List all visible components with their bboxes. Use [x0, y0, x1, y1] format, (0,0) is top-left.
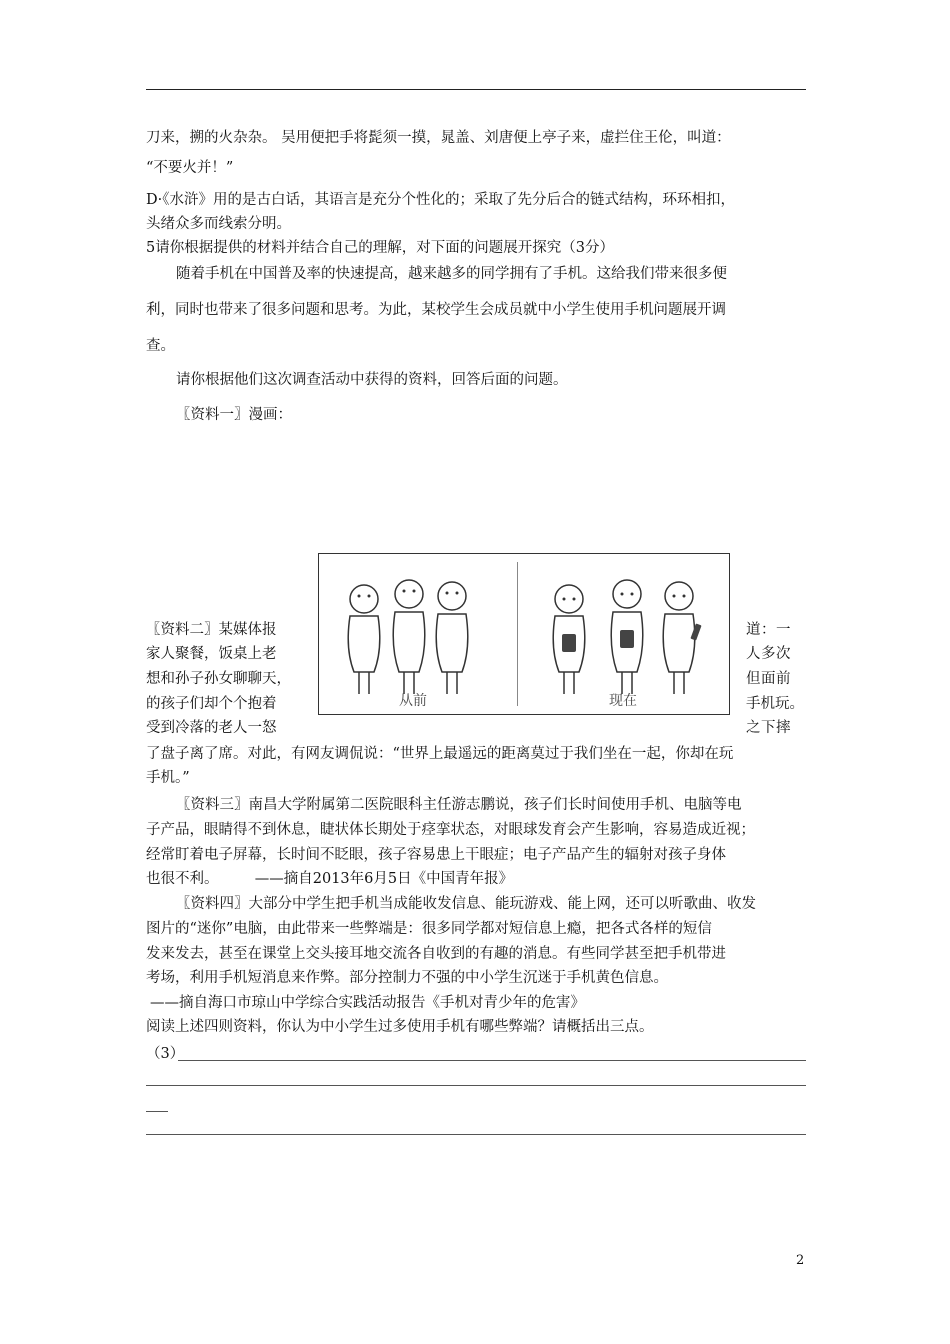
answer-line-1[interactable] [178, 1060, 806, 1061]
material4-source: ——摘自海口市琼山中学综合实践活动报告《手机对青少年的危害》 [150, 995, 585, 1011]
answer-line-4[interactable] [146, 1134, 806, 1135]
answer-label: （3） [146, 1046, 185, 1062]
material2-right: 道：一 [746, 622, 791, 638]
material2-left: 受到冷落的老人一怒 [146, 720, 277, 736]
material4-line: 图片的“迷你”电脑，由此带来一些弊端是：很多同学都对短信息上瘾，把各式各样的短信 [146, 921, 712, 937]
text-line: 头绪众多而线索分明。 [146, 216, 291, 232]
material2-left: 想和孙子孙女聊聊天， [146, 671, 291, 687]
comic-figure [318, 553, 730, 715]
comic-divider [517, 562, 518, 706]
material2-left: 〖资料二〗某媒体报 [146, 622, 277, 638]
material2-left: 家人聚餐，饭桌上老 [146, 646, 277, 662]
text-line: 手机。” [146, 770, 190, 786]
material3-line: 〖资料三〗南昌大学附属第二医院眼科主任游志鹏说，孩子们长时间使用手机、电脑等电 [176, 797, 742, 813]
text-line: 了盘子离了席。对此，有网友调侃说：“世界上最遥远的距离莫过于我们坐在一起，你却在玩 [146, 746, 734, 762]
material3-line: 经常盯着电子屏幕，长时间不眨眼，孩子容易患上干眼症；电子产品产生的辐射对孩子身体 [146, 847, 726, 863]
material2-right: 手机玩。 [746, 696, 804, 712]
material1-label: 〖资料一〗漫画： [176, 407, 292, 423]
caption-now: 现在 [609, 693, 637, 709]
material4-line: 〖资料四〗大部分中学生把手机当成能收发信息、能玩游戏、能上网，还可以听歌曲、收发 [176, 896, 756, 912]
material2-right: 人多次 [746, 646, 791, 662]
text-line: 刀来，搠的火杂杂。 吴用便把手将髭须一摸，晁盖、刘唐便上亭子来，虚拦住王伦，叫道： [146, 130, 731, 146]
header-rule [146, 89, 806, 90]
material4-line: 发来发去，甚至在课堂上交头接耳地交流各自收到的有趣的消息。有些同学甚至把手机带进 [146, 946, 726, 962]
material4-line: 考场，利用手机短消息来作弊。部分控制力不强的中小学生沉迷于手机黄色信息。 [146, 970, 668, 986]
question-heading: 5请你根据提供的材料并结合自己的理解，对下面的问题展开探究（3分） [146, 240, 614, 256]
text-line: 请你根据他们这次调查活动中获得的资料，回答后面的问题。 [176, 372, 568, 388]
material3-line: 子产品，眼睛得不到休息，睫状体长期处于痉挛状态，对眼球发育会产生影响，容易造成近视； [146, 822, 755, 838]
text-line: D·《水浒》用的是古白话，其语言是充分个性化的；采取了先分后合的链式结构，环环相扣， [146, 192, 735, 208]
material2-left: 的孩子们却个个抱着 [146, 696, 277, 712]
question-text: 阅读上述四则资料，你认为中小学生过多使用手机有哪些弊端？请概括出三点。 [146, 1019, 654, 1035]
answer-line-2[interactable] [146, 1085, 806, 1086]
answer-line-3[interactable] [146, 1111, 168, 1112]
text-line: “不要火并！” [146, 160, 234, 176]
material2-right: 之下摔 [746, 720, 791, 736]
text-line: 查。 [146, 338, 175, 354]
text-line: 随着手机在中国普及率的快速提高，越来越多的同学拥有了手机。这给我们带来很多便 [176, 266, 727, 282]
comic-drawing [319, 554, 729, 714]
caption-before: 从前 [399, 693, 427, 709]
material3-source: 也很不利。 ——摘自2013年6月5日《中国青年报》 [146, 871, 514, 887]
material2-right: 但面前 [746, 671, 791, 687]
page-number: 2 [796, 1253, 805, 1268]
text-line: 利，同时也带来了很多问题和思考。为此，某校学生会成员就中小学生使用手机问题展开调 [146, 302, 726, 318]
